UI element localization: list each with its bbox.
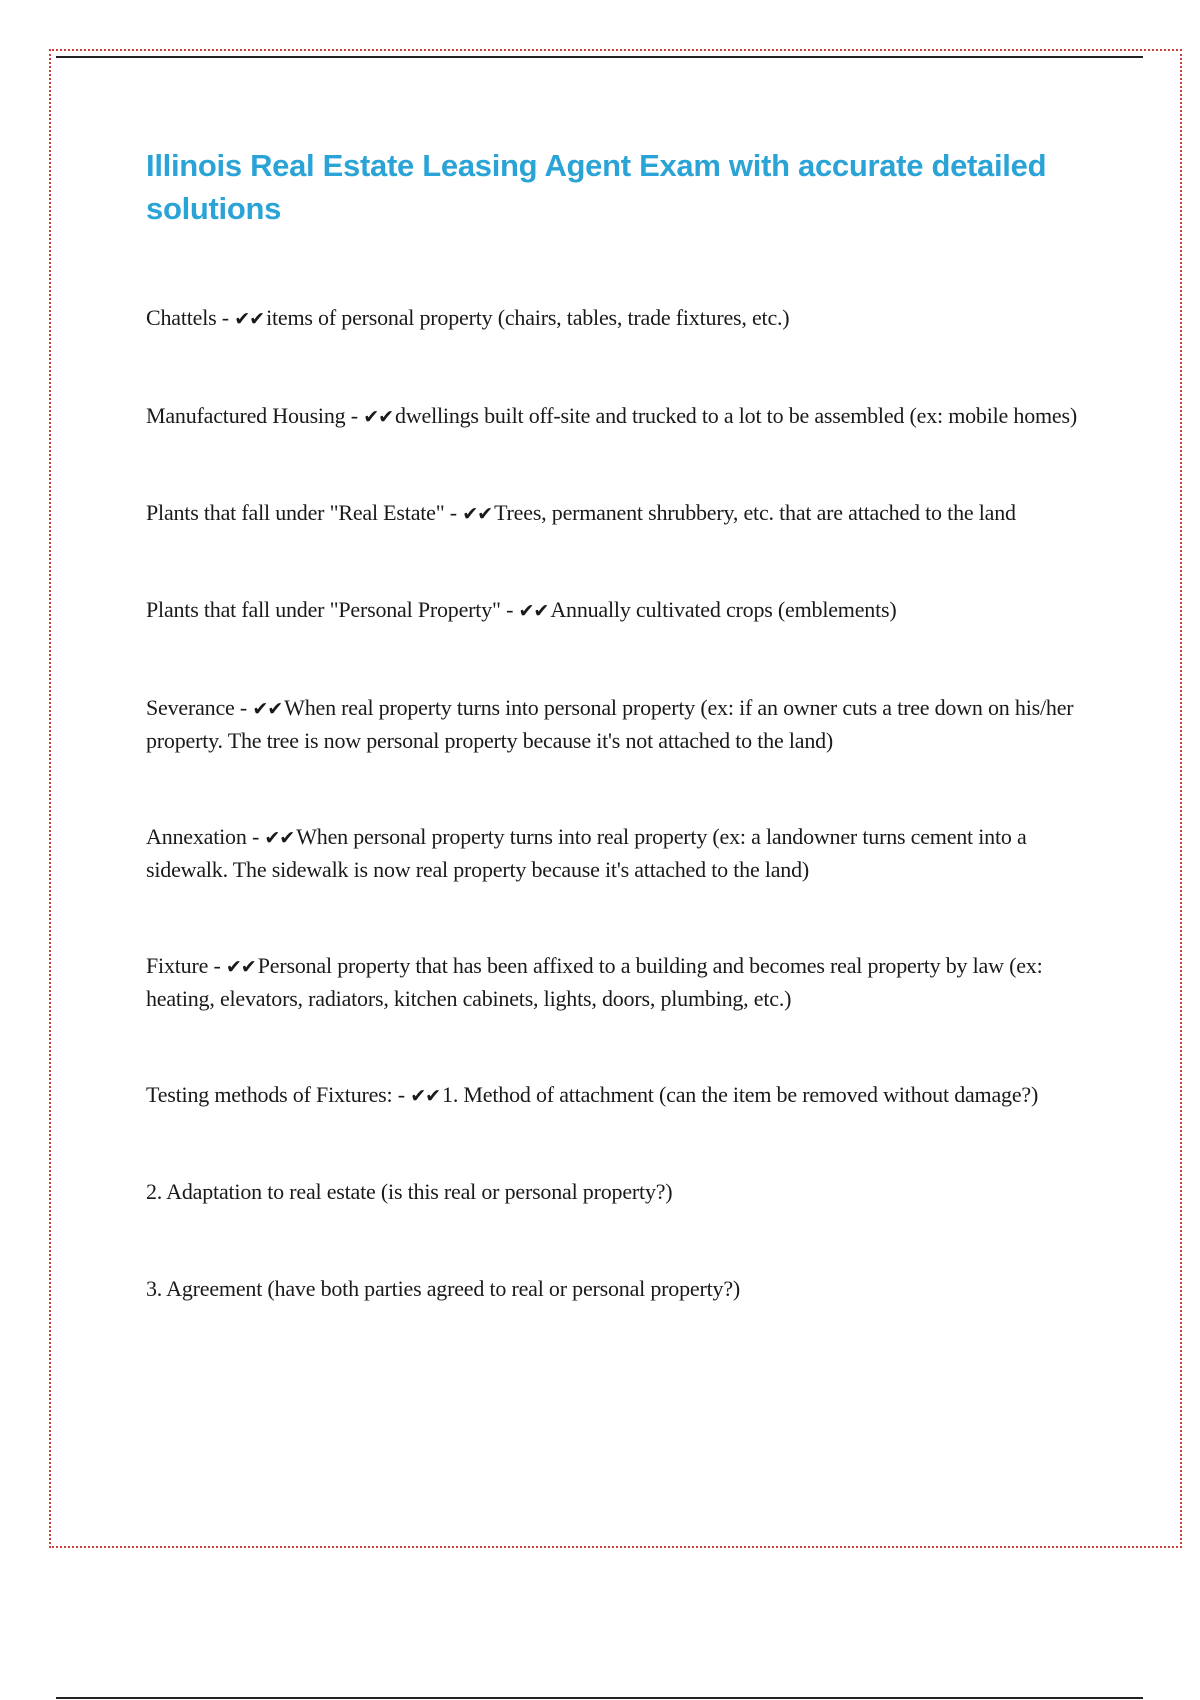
entry-agreement: 3. Agreement (have both parties agreed to real or personal property?) <box>146 1276 741 1301</box>
double-check-icon: ✔✔ <box>264 827 295 849</box>
entry-definition: 1. Method of attachment (can the item be removed without damage?) <box>442 1082 1039 1107</box>
entry-term: Plants that fall under "Real Estate" - <box>146 500 463 525</box>
entry-chattels <box>146 302 1086 335</box>
entry-plants-personal-property <box>146 594 1086 627</box>
entry-term: Fixture - <box>146 953 226 978</box>
entry-adaptation: 2. Adaptation to real estate (is this real or personal property?) <box>146 1179 673 1204</box>
entry-testing-methods <box>146 1079 1086 1112</box>
entry-definition: items of personal property (chairs, tables, trade fixtures, etc.) <box>266 305 790 330</box>
entry-definition: dwellings built off-site and trucked to a lot to be assembled (ex: mobile homes) <box>395 403 1077 428</box>
bottom-rule <box>56 1697 1143 1699</box>
entry-term: Plants that fall under "Personal Property" - <box>146 597 519 622</box>
entry-term: Testing methods of Fixtures: - <box>146 1082 411 1107</box>
double-check-icon: ✔✔ <box>410 1085 441 1107</box>
entry-annexation <box>146 821 1086 886</box>
double-check-icon: ✔✔ <box>462 503 493 525</box>
entry-definition: Trees, permanent shrubbery, etc. that are attached to the land <box>494 500 1016 525</box>
entry-list <box>146 302 1086 1370</box>
entry-manufactured-housing <box>146 400 1086 433</box>
double-check-icon: ✔✔ <box>518 600 549 622</box>
double-check-icon: ✔✔ <box>252 698 283 720</box>
entry-severance <box>146 692 1086 757</box>
entry-definition: Personal property that has been affixed to a building and becomes real property by law (ex: heating, elevators, radiators, kitchen cabinets, lights, doors, plumbing, etc.) <box>146 953 1043 1011</box>
entry-plants-real-estate <box>146 497 1086 530</box>
double-check-icon: ✔✔ <box>234 308 265 330</box>
entry-term: Manufactured Housing - <box>146 403 364 428</box>
entry-definition: When personal property turns into real property (ex: a landowner turns cement into a sidewalk. The sidewalk is now real property because it's attached to the land) <box>146 824 1027 882</box>
entry-term: Annexation - <box>146 824 265 849</box>
entry-term: Severance - <box>146 695 253 720</box>
double-check-icon: ✔✔ <box>363 406 394 428</box>
entry-term: Chattels - <box>146 305 235 330</box>
entry-definition: When real property turns into personal property (ex: if an owner cuts a tree down on his/her property. The tree is now personal property because it's not attached to the land) <box>146 695 1074 753</box>
double-check-icon: ✔✔ <box>225 956 256 978</box>
document-title: Illinois Real Estate Leasing Agent Exam with accurate detailed solutions <box>146 148 1047 226</box>
entry-definition: Annually cultivated crops (emblements) <box>550 597 897 622</box>
entry-fixture <box>146 950 1086 1015</box>
